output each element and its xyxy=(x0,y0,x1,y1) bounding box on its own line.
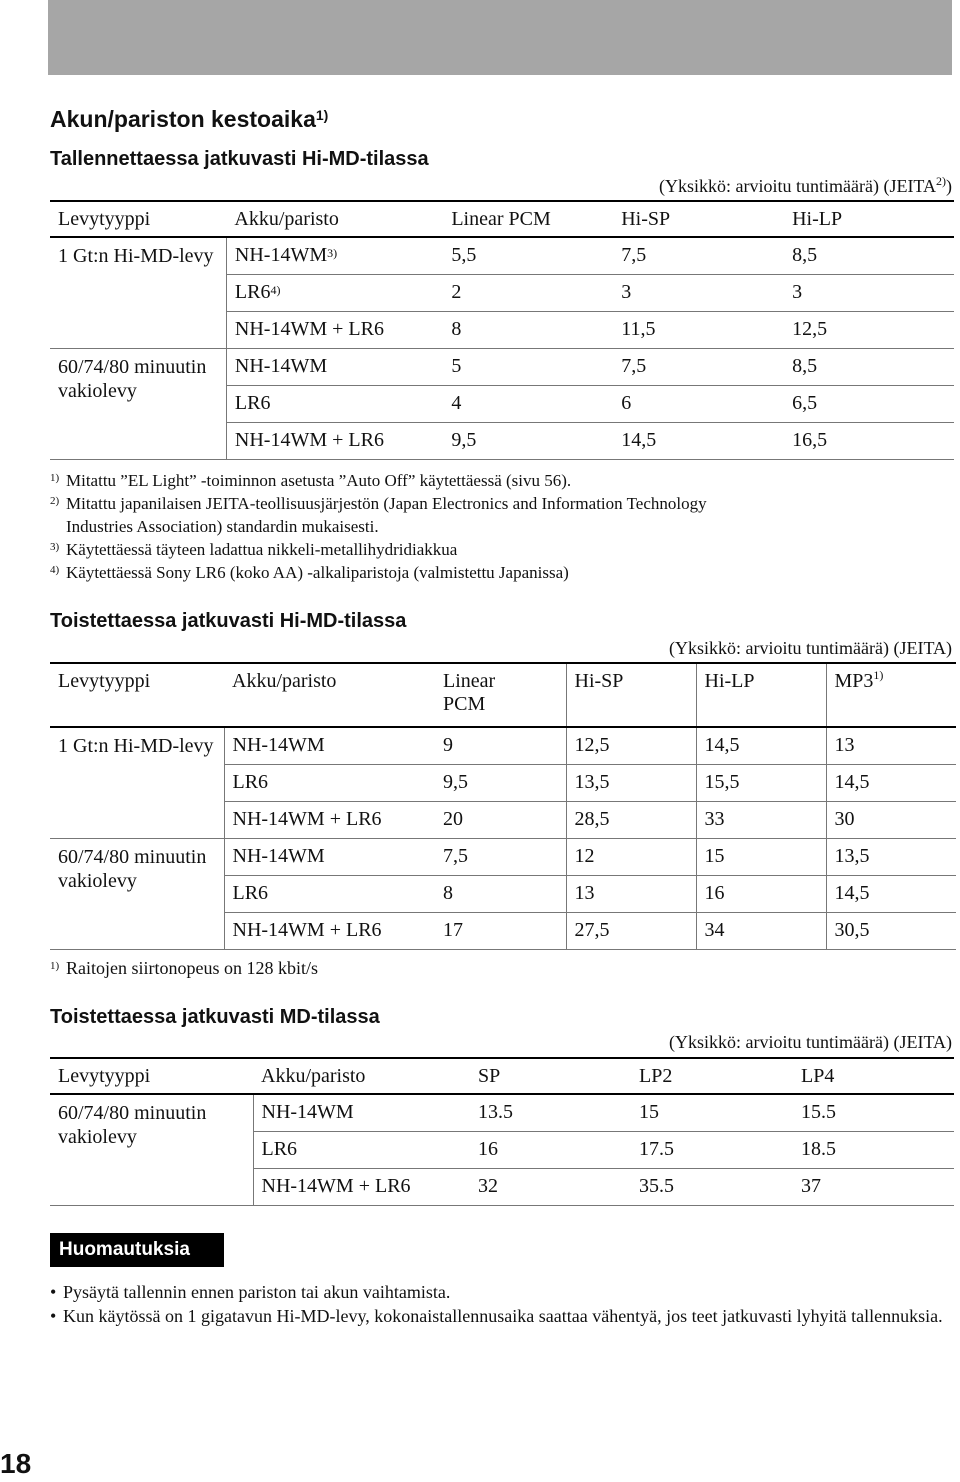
value-cell: 37 xyxy=(793,1169,954,1206)
value-cell: 15 xyxy=(631,1094,793,1132)
col-linear-pcm: Linear PCM xyxy=(443,201,613,237)
value-cell: 34 xyxy=(696,913,826,950)
battery-cell: NH-14WM xyxy=(253,1094,470,1132)
value-cell: 9,5 xyxy=(443,423,613,460)
value-cell: 7,5 xyxy=(613,237,784,275)
footnote: 1) Raitojen siirtonopeus on 128 kbit/s xyxy=(50,958,318,978)
table-row xyxy=(50,1094,954,1132)
value-cell: 17 xyxy=(435,913,566,950)
battery-cell: NH-14WM + LR6 xyxy=(226,423,443,460)
battery-cell: NH-14WM xyxy=(224,839,435,876)
col-battery: Akku/paristo xyxy=(224,663,435,727)
value-cell: 3 xyxy=(613,275,784,312)
col-sp: SP xyxy=(470,1058,631,1094)
value-cell: 8,5 xyxy=(784,349,954,386)
value-cell: 15,5 xyxy=(696,765,826,802)
battery-cell: NH-14WM + LR6 xyxy=(224,913,435,950)
table-row xyxy=(50,349,954,386)
value-cell: 8,5 xyxy=(784,237,954,275)
page-number: 18 xyxy=(0,1448,32,1479)
col-hi-lp: Hi-LP xyxy=(696,663,826,727)
value-cell: 13,5 xyxy=(566,765,696,802)
col-disc-type: Levytyyppi xyxy=(50,663,224,727)
notice-label: Huomautuksia xyxy=(50,1233,224,1267)
value-cell: 12 xyxy=(566,839,696,876)
col-disc-type: Levytyyppi xyxy=(50,201,226,237)
play-himd-unit-note: (Yksikkö: arvioitu tuntimäärä) (JEITA) xyxy=(669,638,952,658)
play-himd-heading: Toistettaessa jatkuvasti Hi-MD-tilassa xyxy=(50,610,407,632)
record-footnotes xyxy=(50,469,707,584)
table-row xyxy=(50,727,956,765)
value-cell: 7,5 xyxy=(435,839,566,876)
col-hi-sp: Hi-SP xyxy=(566,663,696,727)
value-cell: 5,5 xyxy=(443,237,613,275)
value-cell: 18.5 xyxy=(793,1132,954,1169)
value-cell: 16,5 xyxy=(784,423,954,460)
col-disc-type: Levytyyppi xyxy=(50,1058,253,1094)
value-cell: 11,5 xyxy=(613,312,784,349)
value-cell: 7,5 xyxy=(613,349,784,386)
col-hi-lp: Hi-LP xyxy=(784,201,954,237)
disc-type-cell: 1 Gt:n Hi-MD-levy xyxy=(50,237,226,349)
value-cell: 13 xyxy=(826,727,956,765)
col-battery: Akku/paristo xyxy=(226,201,443,237)
disc-type-cell: 60/74/80 minuutin vakiolevy xyxy=(50,839,224,950)
col-hi-sp: Hi-SP xyxy=(613,201,784,237)
value-cell: 33 xyxy=(696,802,826,839)
col-linear-pcm: Linear PCM xyxy=(435,663,566,727)
value-cell: 20 xyxy=(435,802,566,839)
value-cell: 4 xyxy=(443,386,613,423)
col-lp2: LP2 xyxy=(631,1058,793,1094)
battery-cell: NH-14WM xyxy=(224,727,435,765)
battery-cell: LR6 xyxy=(253,1132,470,1169)
value-cell: 13.5 xyxy=(470,1094,631,1132)
value-cell: 35.5 xyxy=(631,1169,793,1206)
value-cell: 16 xyxy=(470,1132,631,1169)
play-himd-table xyxy=(50,662,956,950)
value-cell: 32 xyxy=(470,1169,631,1206)
value-cell: 14,5 xyxy=(613,423,784,460)
value-cell: 15.5 xyxy=(793,1094,954,1132)
disc-type-cell: 60/74/80 minuutin vakiolevy xyxy=(50,349,226,460)
battery-cell: LR6 xyxy=(224,876,435,913)
battery-cell: LR6 xyxy=(226,386,443,423)
value-cell: 5 xyxy=(443,349,613,386)
value-cell: 12,5 xyxy=(566,727,696,765)
value-cell: 8 xyxy=(435,876,566,913)
record-unit-note: (Yksikkö: arvioitu tuntimäärä) (JEITA$^{2)}$) xyxy=(659,174,952,196)
col-lp4: LP4 xyxy=(793,1058,954,1094)
battery-cell: NH-14WM + LR6 xyxy=(253,1169,470,1206)
value-cell: 30,5 xyxy=(826,913,956,950)
table-row xyxy=(50,237,954,275)
record-heading: Tallennettaessa jatkuvasti Hi-MD-tilassa xyxy=(50,148,429,170)
value-cell: 6,5 xyxy=(784,386,954,423)
battery-cell: LR6 xyxy=(224,765,435,802)
battery-cell: NH-14WM + LR6 xyxy=(224,802,435,839)
value-cell: 6 xyxy=(613,386,784,423)
value-cell: 16 xyxy=(696,876,826,913)
list-item: • Kun käytössä on 1 gigatavun Hi-MD-levy, kokonaistallennusaika saattaa vähentyä, jos teet jatkuvasti lyhyitä tallennuksia. xyxy=(50,1304,960,1328)
record-table xyxy=(50,200,954,460)
value-cell: 14,5 xyxy=(826,876,956,913)
battery-cell: NH-14WM$^{3)}$ xyxy=(226,237,443,275)
list-item: • Pysäytä tallennin ennen pariston tai akun vaihtamista. xyxy=(50,1280,960,1304)
value-cell: 30 xyxy=(826,802,956,839)
value-cell: 8 xyxy=(443,312,613,349)
value-cell: 13,5 xyxy=(826,839,956,876)
value-cell: 14,5 xyxy=(826,765,956,802)
value-cell: 28,5 xyxy=(566,802,696,839)
battery-cell: NH-14WM xyxy=(226,349,443,386)
play-md-table xyxy=(50,1057,954,1206)
col-battery: Akku/paristo xyxy=(253,1058,470,1094)
footnote: 2) Mitattu japanilaisen JEITA-teollisuusjärjestön (Japan Electronics and Information Technology Industries Association) standardin mukaisesti. xyxy=(50,494,707,536)
battery-cell: NH-14WM + LR6 xyxy=(226,312,443,349)
battery-cell: LR6$^{4)}$ xyxy=(226,275,443,312)
footnote: 3) Käytettäessä täyteen ladattua nikkeli-metallihydridiakkua xyxy=(50,540,458,559)
value-cell: 2 xyxy=(443,275,613,312)
play-md-unit-note: (Yksikkö: arvioitu tuntimäärä) (JEITA) xyxy=(669,1032,952,1052)
header-bar xyxy=(48,0,952,75)
value-cell: 17.5 xyxy=(631,1132,793,1169)
notice-list xyxy=(50,1280,960,1328)
value-cell: 9,5 xyxy=(435,765,566,802)
value-cell: 14,5 xyxy=(696,727,826,765)
value-cell: 27,5 xyxy=(566,913,696,950)
col-mp3: MP3$^{1)}$ xyxy=(826,663,956,727)
disc-type-cell: 60/74/80 minuutin vakiolevy xyxy=(50,1094,253,1206)
value-cell: 3 xyxy=(784,275,954,312)
value-cell: 13 xyxy=(566,876,696,913)
play-himd-footnote xyxy=(50,957,318,980)
play-md-heading: Toistettaessa jatkuvasti MD-tilassa xyxy=(50,1006,380,1028)
value-cell: 15 xyxy=(696,839,826,876)
disc-type-cell: 1 Gt:n Hi-MD-levy xyxy=(50,727,224,839)
footnote: 4) Käytettäessä Sony LR6 (koko AA) -alkaliparistoja (valmistettu Japanissa) xyxy=(50,563,569,582)
value-cell: 12,5 xyxy=(784,312,954,349)
table-row xyxy=(50,839,956,876)
page-title: Akun/pariston kestoaika$^{1)}$ xyxy=(50,106,329,132)
value-cell: 9 xyxy=(435,727,566,765)
footnote: 1) Mitattu ”EL Light” -toiminnon asetusta ”Auto Off” käytettäessä (sivu 56). xyxy=(50,471,572,490)
